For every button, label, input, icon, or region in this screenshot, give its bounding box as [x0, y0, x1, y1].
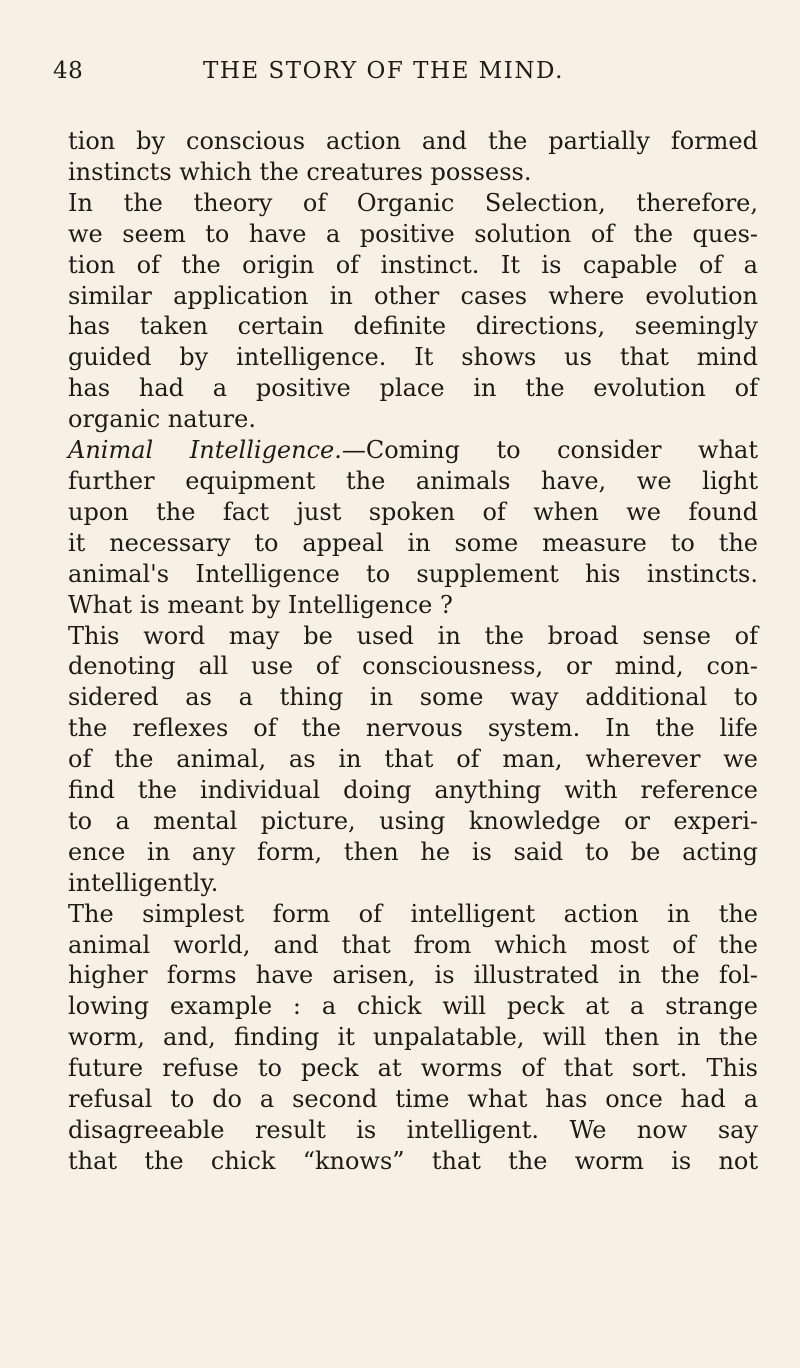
text-line: has taken certain definite directions, seemingly [68, 312, 758, 341]
text-line: that the chick “knows” that the worm is not [68, 1146, 758, 1175]
text-line: The simplest form of intelligent action in the [68, 899, 758, 928]
text-line: What is meant by Intelligence ? [68, 590, 453, 619]
section-heading: Animal Intelligence. [68, 436, 342, 465]
text-line: —Coming to consider what [341, 436, 758, 465]
text-line: upon the fact just spoken of when we found [68, 497, 758, 526]
text-line: we seem to have a positive solution of the ques- [68, 219, 758, 248]
text-line: sidered as a thing in some way additional to [68, 683, 758, 712]
text-line: future refuse to peck at worms of that sort. This [68, 1054, 758, 1083]
text-line: In the theory of Organic Selection, therefore, [68, 188, 758, 217]
text-line: animal's Intelligence to supplement his instincts. [68, 559, 758, 588]
text-line: of the animal, as in that of man, wherever we [68, 745, 758, 774]
text-line: animal world, and that from which most of the [68, 930, 758, 959]
text-line: lowing example : a chick will peck at a strange [68, 992, 758, 1021]
body-text [68, 126, 758, 1177]
text-line: intelligently. [68, 868, 219, 897]
text-line: higher forms have arisen, is illustrated in the fol- [68, 961, 758, 990]
text-line: disagreeable result is intelligent. We now say [68, 1116, 758, 1144]
text-line: organic nature. [68, 405, 256, 434]
text-line: to a mental picture, using knowledge or experi- [68, 806, 758, 835]
text-line: ence in any form, then he is said to be acting [68, 837, 758, 866]
text-line: it necessary to appeal in some measure to the [68, 528, 758, 557]
text-line: worm, and, finding it unpalatable, will then in the [68, 1023, 758, 1052]
page-header [53, 58, 758, 92]
text-line: has had a positive place in the evolution of [68, 374, 758, 403]
text-line: refusal to do a second time what has once had a [68, 1085, 758, 1114]
text-line: find the individual doing anything with reference [68, 776, 758, 805]
running-title: THE STORY OF THE MIND. [203, 58, 564, 84]
text-line: similar application in other cases where evolution [68, 281, 758, 310]
text-line: tion of the origin of instinct. It is capable of a [68, 250, 758, 279]
text-line: tion by conscious action and the partially formed [68, 127, 758, 155]
text-line: guided by intelligence. It shows us that mind [68, 343, 758, 372]
text-line: the reflexes of the nervous system. In the life [68, 714, 758, 743]
text-line: denoting all use of consciousness, or mind, con- [68, 652, 758, 681]
text-line: This word may be used in the broad sense of [68, 621, 758, 650]
page-number: 48 [53, 58, 84, 84]
text-line: instincts which the creatures possess. [68, 157, 532, 186]
text-line: further equipment the animals have, we light [68, 466, 758, 495]
section-line [68, 435, 758, 466]
